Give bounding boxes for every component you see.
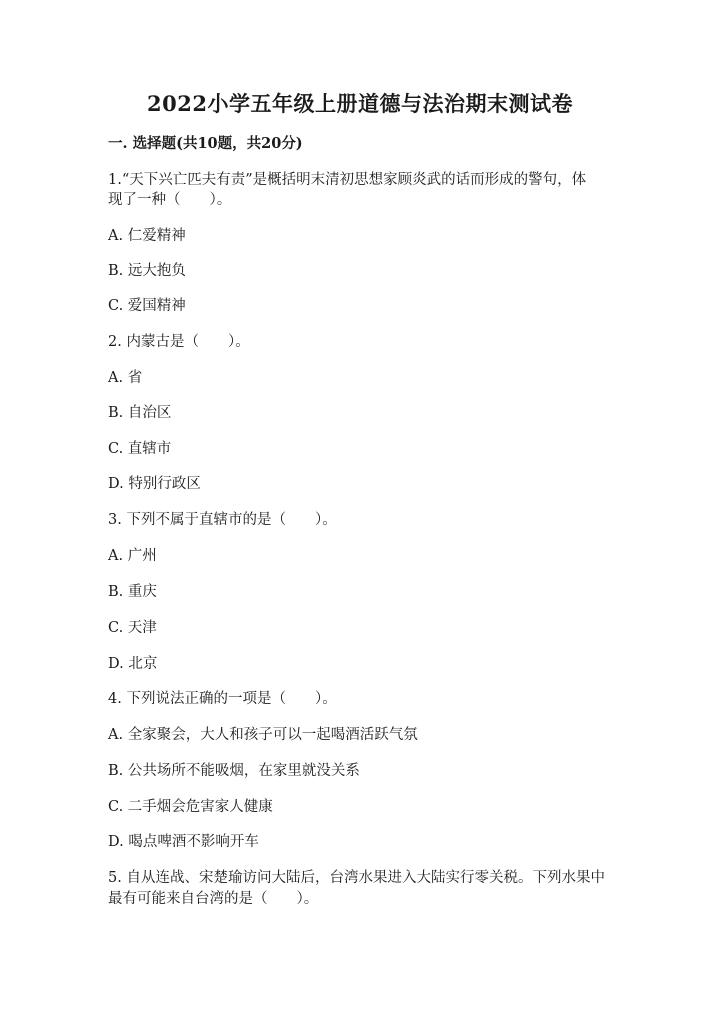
page-title: 2022小学五年级上册道德与法治期末测试卷 [147, 91, 573, 116]
question-4-option-c: C. 二手烟会危害家人健康 [108, 799, 273, 815]
section-heading: 一. 选择题(共10题，共20分) [108, 135, 303, 152]
question-1-stem-line-2: 现了一种（ ）。 [108, 192, 232, 208]
question-2-stem: 2. 内蒙古是（ ）。 [108, 334, 250, 350]
question-3-option-b: B. 重庆 [108, 584, 157, 600]
question-4-stem: 4. 下列说法正确的一项是（ ）。 [108, 691, 337, 707]
question-5-stem-line-1: 5. 自从连战、宋楚瑜访问大陆后，台湾水果进入大陆实行零关税。下列水果中 [108, 870, 605, 886]
question-2-option-b: B. 自治区 [108, 405, 172, 421]
question-3-stem: 3. 下列不属于直辖市的是（ ）。 [108, 512, 337, 528]
question-1-option-c: C. 爱国精神 [108, 298, 186, 314]
question-2-option-d: D. 特别行政区 [108, 476, 201, 492]
question-2-option-a: A. 省 [108, 370, 143, 386]
question-1-option-a: A. 仁爱精神 [108, 228, 186, 244]
question-1-stem-line-1: 1.“天下兴亡匹夫有责”是概括明末清初思想家顾炎武的话而形成的警句，体 [108, 172, 587, 188]
question-3-option-d: D. 北京 [108, 656, 158, 672]
question-3-option-c: C. 天津 [108, 620, 157, 636]
question-4-option-b: B. 公共场所不能吸烟，在家里就没关系 [108, 763, 360, 779]
question-1-option-b: B. 远大抱负 [108, 263, 186, 279]
question-4-option-a: A. 全家聚会，大人和孩子可以一起喝酒活跃气氛 [108, 727, 418, 743]
question-4-option-d: D. 喝点啤酒不影响开车 [108, 834, 259, 850]
question-2-option-c: C. 直辖市 [108, 441, 172, 457]
question-5-stem-line-2: 最有可能来自台湾的是（ ）。 [108, 891, 319, 907]
question-3-option-a: A. 广州 [108, 548, 157, 564]
